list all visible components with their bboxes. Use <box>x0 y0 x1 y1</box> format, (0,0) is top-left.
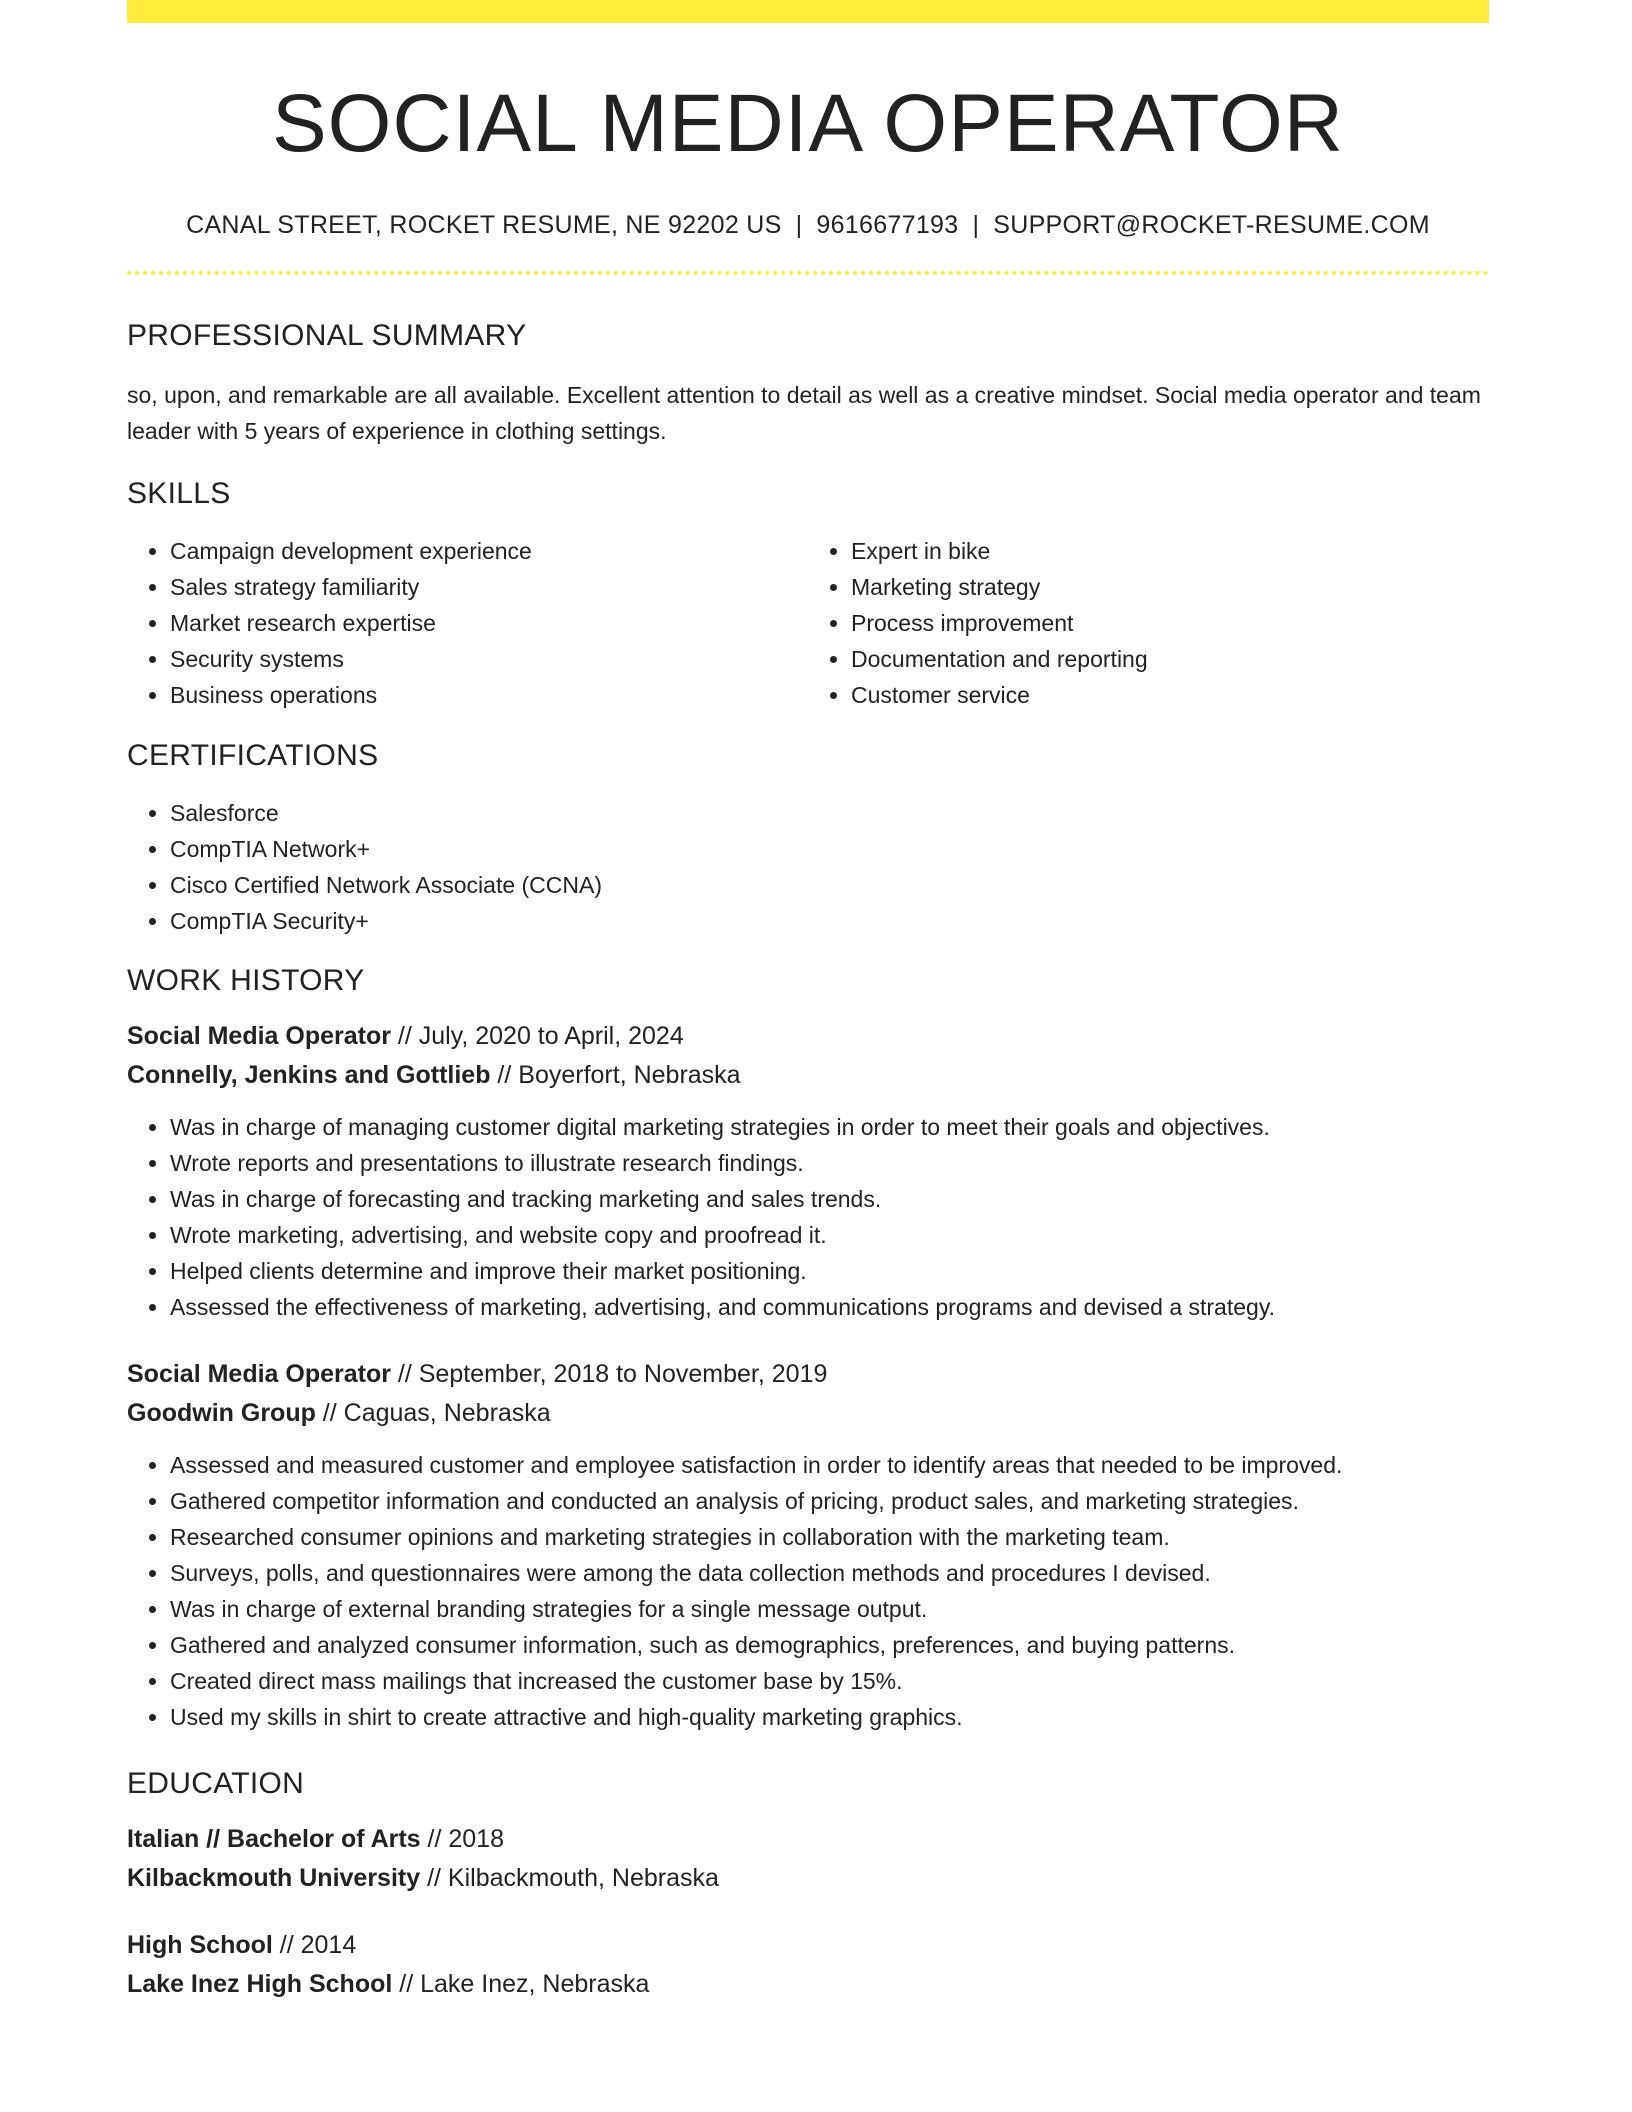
skills-heading: SKILLS <box>127 477 231 511</box>
education-degree-line <box>127 1926 1489 1965</box>
dotted-divider <box>127 271 1489 275</box>
job-bullet: • Used my skills in shirt to create attractive and high-quality marketing graphics. <box>170 1699 1489 1735</box>
skill-item: • Business operations <box>170 677 808 713</box>
skill-item: • Market research expertise <box>170 605 808 641</box>
certification-item: • CompTIA Security+ <box>170 903 1489 939</box>
education-school: Kilbackmouth University <box>127 1864 421 1893</box>
job-location: // Caguas, Nebraska <box>315 1399 551 1428</box>
education-school: Lake Inez High School <box>127 1970 393 1999</box>
job-role-line <box>127 1017 1489 1056</box>
skills-list-right <box>808 533 1489 713</box>
skill-item: • Security systems <box>170 641 808 677</box>
education-entry <box>127 1926 1489 2004</box>
job-company: Connelly, Jenkins and Gottlieb <box>127 1061 491 1090</box>
job-company-line <box>127 1056 1489 1095</box>
education-degree-line <box>127 1820 1489 1859</box>
skill-item: • Marketing strategy <box>851 569 1489 605</box>
job-role-line <box>127 1355 1489 1394</box>
summary-heading: PROFESSIONAL SUMMARY <box>127 319 527 353</box>
contact-line <box>127 211 1489 240</box>
certification-item: • CompTIA Network+ <box>170 831 1489 867</box>
education-year: // 2014 <box>272 1931 357 1960</box>
accent-bar <box>127 0 1489 23</box>
contact-phone: 9616677193 <box>816 211 959 240</box>
job-bullet: • Gathered and analyzed consumer information, such as demographics, preferences, and buying patterns. <box>170 1627 1489 1663</box>
job-company: Goodwin Group <box>127 1399 316 1428</box>
certification-item: • Cisco Certified Network Associate (CCNA) <box>170 867 1489 903</box>
skills-grid <box>127 533 1489 713</box>
education-school-line <box>127 1859 1489 1898</box>
education-degree: Italian // Bachelor of Arts <box>127 1825 421 1854</box>
job-location: // Boyerfort, Nebraska <box>490 1061 741 1090</box>
job-dates: // September, 2018 to November, 2019 <box>390 1360 828 1389</box>
job-role: Social Media Operator <box>127 1022 391 1051</box>
education-school-line <box>127 1965 1489 2004</box>
education-year: // 2018 <box>420 1825 504 1854</box>
job-bullet: • Assessed and measured customer and employee satisfaction in order to identify areas that needed to be improved. <box>170 1447 1489 1483</box>
job-bullet: • Wrote marketing, advertising, and website copy and proofread it. <box>170 1217 1489 1253</box>
job-header <box>127 1355 1489 1433</box>
contact-separator: | <box>972 211 980 240</box>
resume-page <box>127 0 1489 2004</box>
skill-item: • Documentation and reporting <box>851 641 1489 677</box>
education-location: // Kilbackmouth, Nebraska <box>420 1864 719 1893</box>
job-bullet: • Helped clients determine and improve their market positioning. <box>170 1253 1489 1289</box>
contact-separator: | <box>795 211 803 240</box>
job-company-line <box>127 1394 1489 1433</box>
certifications-heading: CERTIFICATIONS <box>127 739 379 773</box>
job-bullet: • Wrote reports and presentations to illustrate research findings. <box>170 1145 1489 1181</box>
certifications-list <box>127 795 1489 939</box>
skill-item: • Customer service <box>851 677 1489 713</box>
job-header <box>127 1017 1489 1095</box>
job-bullets <box>127 1447 1489 1735</box>
job-bullets <box>127 1109 1489 1325</box>
summary-text: so, upon, and remarkable are all available. Excellent attention to detail as well as a creative mindset. Social media operator and team leader with 5 years of experience in clothing settings. <box>127 382 1481 445</box>
job-bullet: • Was in charge of managing customer digital marketing strategies in order to meet their goals and objectives. <box>170 1109 1489 1145</box>
skill-item: • Sales strategy familiarity <box>170 569 808 605</box>
education-heading: EDUCATION <box>127 1767 305 1801</box>
job-bullet: • Researched consumer opinions and marketing strategies in collaboration with the marketing team. <box>170 1519 1489 1555</box>
education-location: // Lake Inez, Nebraska <box>392 1970 650 1999</box>
skill-item: • Expert in bike <box>851 533 1489 569</box>
contact-email: SUPPORT@ROCKET-RESUME.COM <box>993 211 1430 240</box>
certification-item: • Salesforce <box>170 795 1489 831</box>
education-degree: High School <box>127 1931 273 1960</box>
job-bullet: • Assessed the effectiveness of marketing, advertising, and communications programs and devised a strategy. <box>170 1289 1489 1325</box>
resume-name: SOCIAL MEDIA OPERATOR <box>271 78 1345 169</box>
job-role: Social Media Operator <box>127 1360 391 1389</box>
job-bullet: • Was in charge of external branding strategies for a single message output. <box>170 1591 1489 1627</box>
skills-list-left <box>127 533 808 713</box>
skill-item: • Process improvement <box>851 605 1489 641</box>
job-dates: // July, 2020 to April, 2024 <box>390 1022 684 1051</box>
job-bullet: • Was in charge of forecasting and tracking marketing and sales trends. <box>170 1181 1489 1217</box>
job-bullet: • Gathered competitor information and conducted an analysis of pricing, product sales, and marketing strategies. <box>170 1483 1489 1519</box>
job-bullet: • Surveys, polls, and questionnaires were among the data collection methods and procedures I devised. <box>170 1555 1489 1591</box>
work-history-heading: WORK HISTORY <box>127 964 365 998</box>
skill-item: • Campaign development experience <box>170 533 808 569</box>
education-entry <box>127 1820 1489 1898</box>
contact-address: CANAL STREET, ROCKET RESUME, NE 92202 US <box>186 211 782 240</box>
job-bullet: • Created direct mass mailings that increased the customer base by 15%. <box>170 1663 1489 1699</box>
